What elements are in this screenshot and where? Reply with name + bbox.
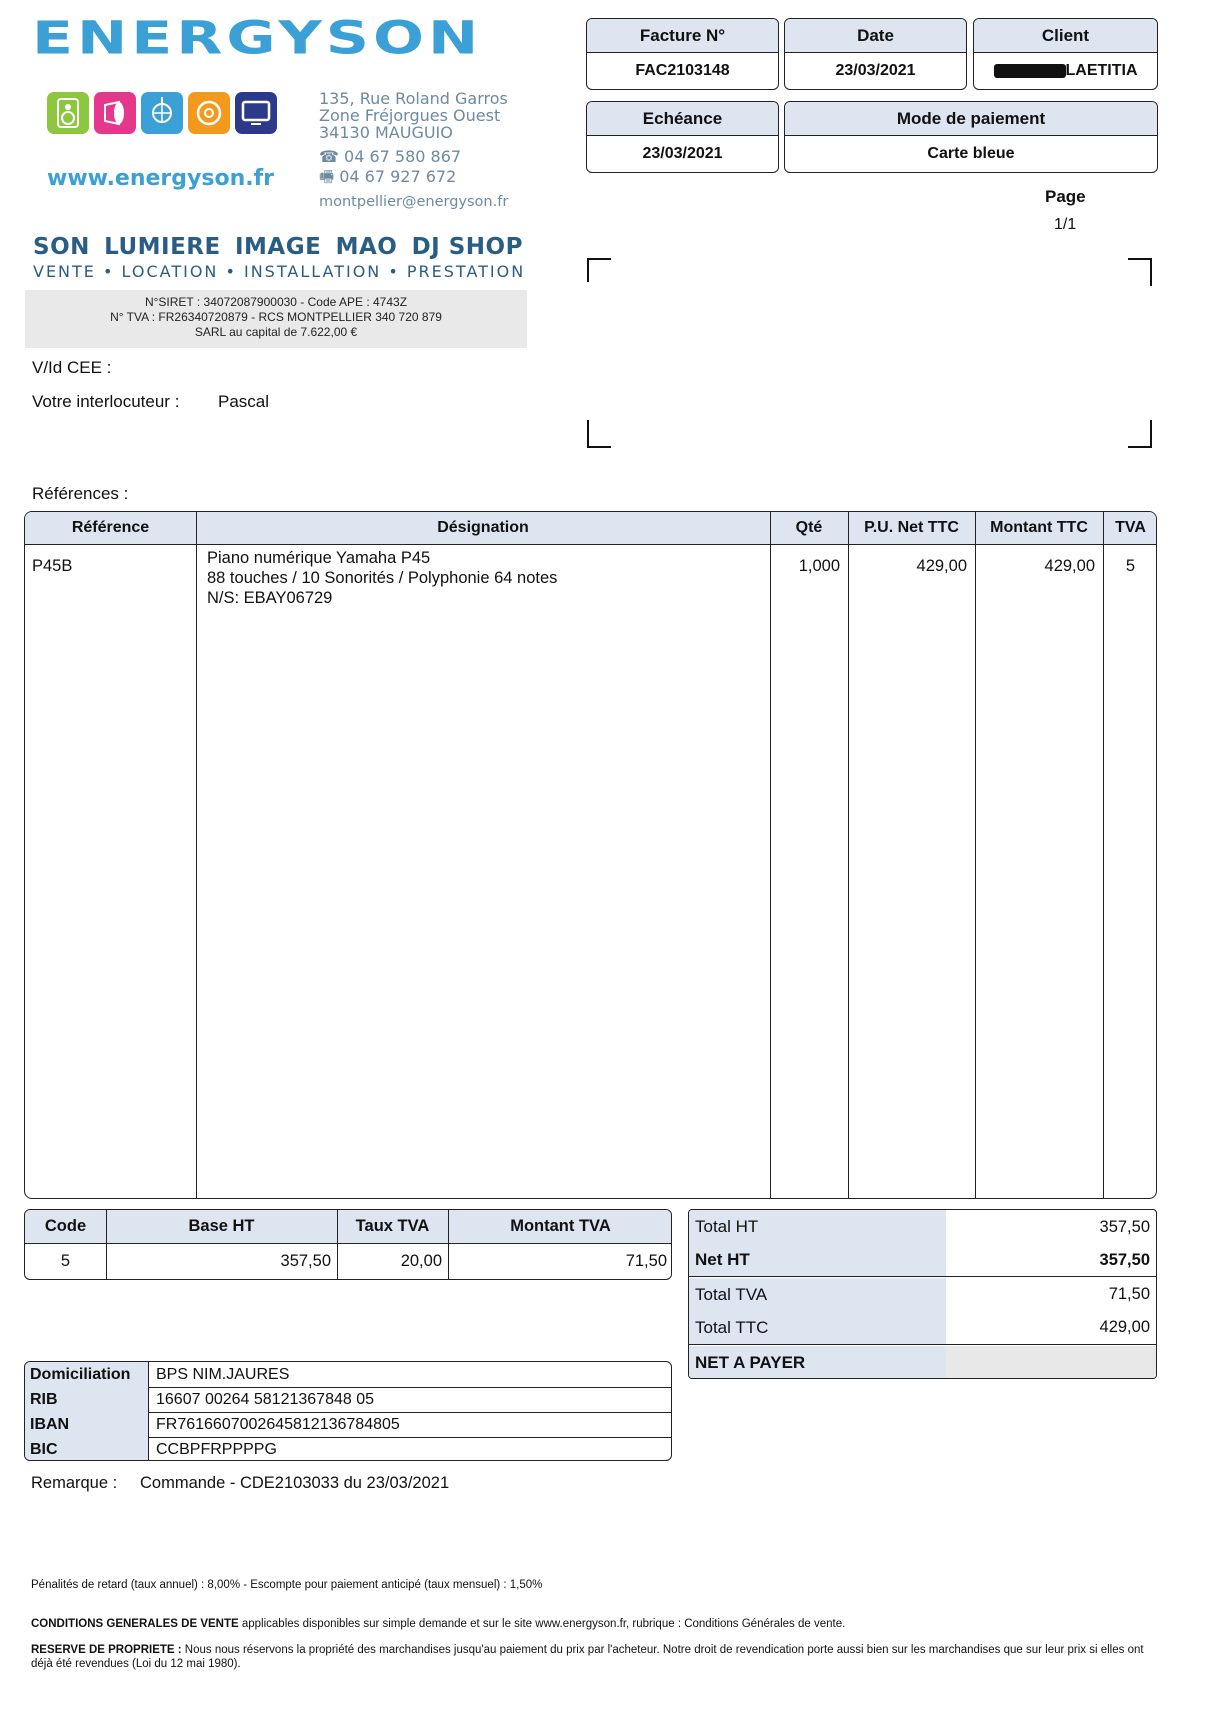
- item-amount: 429,00: [1044, 557, 1095, 575]
- invoice-number-label: Facture N°: [587, 19, 778, 53]
- cgv-title: CONDITIONS GENERALES DE VENTE: [31, 1618, 239, 1630]
- company-website: www.energyson.fr: [47, 166, 275, 191]
- due-date: 23/03/2021: [642, 144, 723, 162]
- reserve-body: Nous nous réservons la propriété des marchandises jusqu'au paiement du prix par l'acheteur. Notre droit de revendication porte aussi bien sur les marchandises que sur leur prix si elles ont déjà été revendues (Loi du 12 mai 1980).: [31, 1644, 1144, 1670]
- address-line-2: Zone Fréjorgues Ouest: [319, 106, 501, 125]
- col-divider: [770, 512, 771, 1198]
- net-ht-label: Net HT: [689, 1244, 946, 1277]
- invoice-date: 23/03/2021: [835, 61, 916, 79]
- fax-number: 04 67 927 672: [339, 167, 457, 186]
- total-ht: 357,50: [1099, 1217, 1150, 1236]
- payment-method-label: Mode de paiement: [785, 102, 1157, 136]
- company-phone: [319, 148, 461, 165]
- total-ttc: 429,00: [946, 1311, 1156, 1345]
- speaker-icon: [47, 92, 89, 134]
- client-name: LAETITIA: [1065, 61, 1138, 79]
- vat-rate: 20,00: [400, 1251, 442, 1270]
- date-box: [784, 18, 967, 90]
- item-quantity: 1,000: [798, 557, 840, 575]
- header-quantity: Qté: [795, 519, 823, 536]
- vat-summary-table: [24, 1209, 672, 1280]
- mirror-ball-icon: [141, 92, 183, 134]
- totals-box: [688, 1209, 1157, 1379]
- bank-row-iban: [25, 1412, 671, 1438]
- cgv-body: applicables disponibles sur simple demande et sur le site www.energyson.fr, rubrique : Conditions Générales de vente.: [238, 1618, 846, 1630]
- iban-label: IBAN: [25, 1412, 149, 1437]
- company-fax: [319, 168, 456, 185]
- invoice-number-box: [586, 18, 779, 90]
- invoice-number: FAC2103148: [635, 61, 730, 79]
- reserve-title: RESERVE DE PROPRIETE :: [31, 1644, 182, 1656]
- item-designation-line-1: Piano numérique Yamaha P45: [207, 549, 431, 567]
- rib-label: RIB: [25, 1387, 149, 1412]
- fax-icon: 🖷: [319, 167, 340, 186]
- total-tva-label: Total TVA: [689, 1278, 946, 1311]
- items-table: [24, 511, 1157, 1199]
- header-amount: Montant TTC: [990, 519, 1088, 536]
- brand-dj-shop: DJ SHOP: [411, 234, 523, 260]
- col-divider: [196, 512, 197, 1198]
- brand-image: IMAGE: [234, 234, 322, 260]
- item-reference: P45B: [32, 557, 73, 575]
- phone-number: 04 67 580 867: [344, 147, 462, 166]
- client-box: [973, 18, 1158, 90]
- item-designation-line-2: 88 touches / 10 Sonorités / Polyphonie 64 notes: [207, 569, 558, 587]
- remark-label: Remarque :: [31, 1474, 118, 1492]
- iban-value: FR7616607002645812136784805: [156, 1415, 400, 1433]
- due-date-label: Echéance: [587, 102, 778, 136]
- vat-base: 357,50: [280, 1251, 331, 1270]
- header-reference: Référence: [71, 519, 150, 536]
- address-line-3: 34130 MAUGUIO: [319, 123, 453, 142]
- corner-bottom-left: [587, 420, 611, 448]
- payment-method: Carte bleue: [927, 144, 1015, 162]
- domiciliation-label: Domiciliation: [25, 1362, 149, 1387]
- company-address: [319, 90, 508, 141]
- client-value: [974, 53, 1157, 88]
- date-label: Date: [785, 19, 966, 53]
- header-designation: Désignation: [437, 519, 529, 536]
- cgv-text: [31, 1617, 1181, 1631]
- total-ht-label: Total HT: [689, 1210, 946, 1244]
- corner-top-right: [1128, 258, 1152, 286]
- vinyl-icon: [188, 92, 230, 134]
- item-vat: 5: [1125, 557, 1136, 575]
- company-logo: ENERGYSON: [32, 12, 483, 65]
- bank-details: [24, 1361, 672, 1461]
- rib-value: 16607 00264 58121367848 05: [156, 1390, 374, 1408]
- brand-son: SON: [33, 234, 90, 260]
- bank-row-domiciliation: [25, 1362, 671, 1388]
- client-label: Client: [974, 19, 1157, 53]
- page-number: 1/1: [1054, 216, 1077, 233]
- net-pay-label: NET A PAYER: [689, 1346, 946, 1379]
- net-pay: [946, 1346, 1156, 1379]
- contact-name: Pascal: [218, 392, 270, 411]
- item-unit-price: 429,00: [916, 557, 967, 575]
- redaction-mark: [994, 64, 1066, 78]
- vat-header-code: Code: [44, 1217, 87, 1235]
- remark-text: Commande - CDE2103033 du 23/03/2021: [140, 1474, 450, 1492]
- domiciliation-value: BPS NIM.JAURES: [156, 1365, 290, 1383]
- services-line: VENTE • LOCATION • INSTALLATION • PRESTATION: [33, 262, 526, 281]
- references-label: Références :: [32, 484, 129, 503]
- vat-header-amount: Montant TVA: [510, 1217, 611, 1235]
- reserve-text: [31, 1643, 1151, 1671]
- legal-siret: N°SIRET : 34072087900030 - Code APE : 4743Z: [144, 295, 408, 309]
- item-designation-line-3: N/S: EBAY06729: [207, 589, 333, 607]
- total-ttc-label: Total TTC: [689, 1311, 946, 1345]
- contact-label: Votre interlocuteur :: [32, 392, 180, 411]
- address-line-1: 135, Rue Roland Garros: [319, 89, 508, 108]
- vat-id-label: V/Id CEE :: [32, 358, 112, 377]
- col-divider: [1103, 512, 1104, 1198]
- brand-list: [33, 234, 523, 260]
- vat-amount: 71,50: [625, 1251, 667, 1270]
- bank-row-rib: [25, 1387, 671, 1413]
- phone-icon: ☎: [319, 147, 345, 166]
- legal-capital: SARL au capital de 7.622,00 €: [194, 325, 358, 339]
- company-email: montpellier@energyson.fr: [319, 194, 509, 210]
- bic-label: BIC: [25, 1437, 149, 1461]
- corner-bottom-right: [1128, 420, 1152, 448]
- brand-lumiere: LUMIERE: [104, 234, 221, 260]
- vat-code: 5: [60, 1251, 71, 1270]
- bic-value: CCBPFRPPPPG: [156, 1440, 277, 1458]
- bank-row-bic: [25, 1437, 671, 1461]
- header-vat: TVA: [1115, 519, 1146, 536]
- spotlight-icon: [94, 92, 136, 134]
- due-date-box: [586, 101, 779, 173]
- legal-tva: N° TVA : FR26340720879 - RCS MONTPELLIER 340 720 879: [110, 310, 442, 324]
- net-ht: 357,50: [946, 1244, 1156, 1277]
- vat-header-rate: Taux TVA: [355, 1217, 430, 1235]
- penalties-text: Pénalités de retard (taux annuel) : 8,00% - Escompte pour paiement anticipé (taux mensuel) : 1,50%: [31, 1579, 543, 1591]
- vat-header-base: Base HT: [188, 1217, 255, 1235]
- payment-method-box: [784, 101, 1158, 173]
- item-designation: [207, 548, 557, 608]
- corner-top-left: [587, 258, 611, 282]
- header-unit-price: P.U. Net TTC: [864, 519, 959, 536]
- monitor-icon: [235, 92, 277, 134]
- page-label: Page: [1045, 187, 1086, 206]
- total-tva: 71,50: [1108, 1285, 1150, 1303]
- col-divider: [848, 512, 849, 1198]
- legal-info: [25, 290, 527, 348]
- brand-mao: MAO: [335, 234, 398, 260]
- col-divider: [975, 512, 976, 1198]
